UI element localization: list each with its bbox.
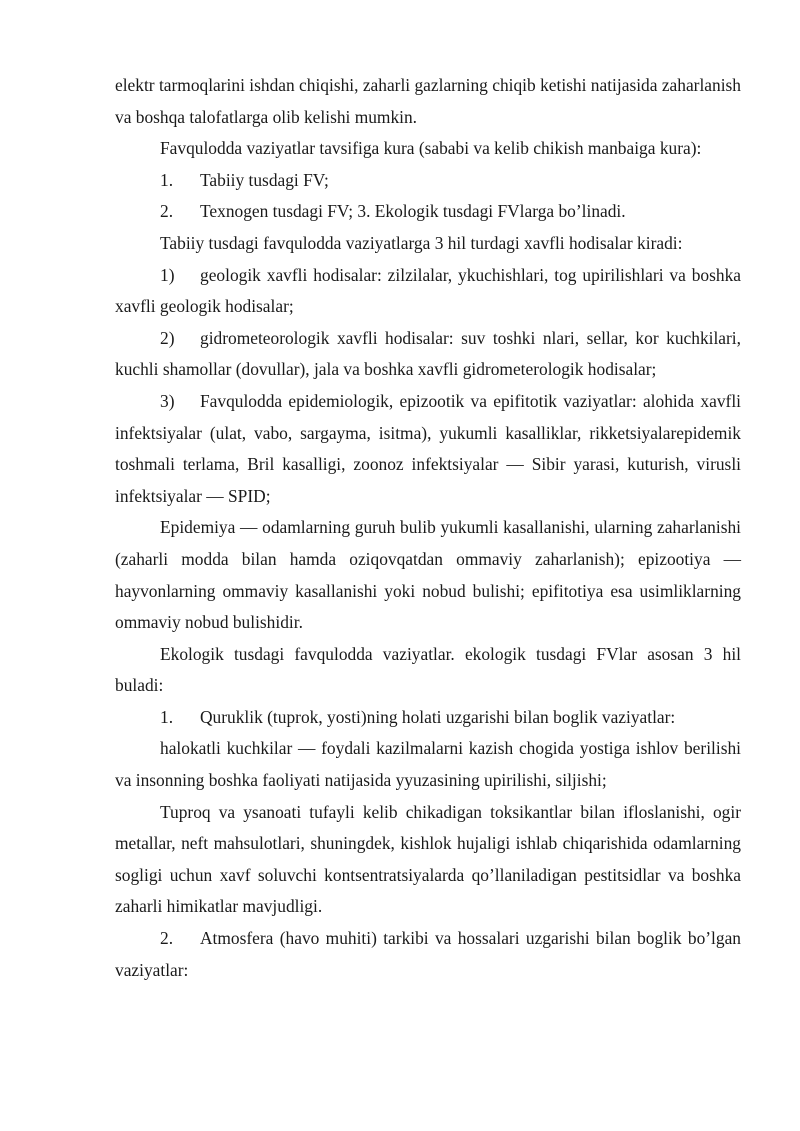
list-item-number: 1) <box>160 264 175 285</box>
list-item-text: Favqulodda epidemiologik, epizootik va epifitotik vaziyatlar: alohida xavfli infektsiyalar (ulat, vabo, sargayma, isitma), yukumli kasalliklar, rikketsiyalarepidemik toshmali terlama, Bril kasalligi, zoonoz infektsiyalar — Sibir yarasi, kuturish, virusli infektsiyalar — SPID; <box>115 390 741 506</box>
list-item-number: 2. <box>160 928 174 949</box>
list-item <box>115 260 741 323</box>
list-item-text: Texnogen tusdagi FV; 3. Ekologik tusdagi FVlarga bo’linadi. <box>200 201 626 222</box>
paragraph-epidemic-definition: Epidemiya — odamlarning guruh bulib yukumli kasallanishi, ularning zaharlanishi (zaharli modda bilan hamda oziqovqatdan ommaviy zaharlanish); epizootiya — hayvonlarning ommaviy kasallanishi yoki nobud bulishi; epifitotiya esa usimliklarning ommaviy nobud bulishidir. <box>115 517 741 633</box>
list-item-text: Tabiiy tusdagi FV; <box>200 169 329 190</box>
paragraph-landslides: halokatli kuchkilar — foydali kazilmalarni kazish chogida yostiga ishlov berilishi va insonning boshka faoliyati natijasida yyuzasining upirilishi, siljishi; <box>115 738 741 791</box>
list-item-text: geologik xavfli hodisalar: zilzilalar, ykuchishlari, tog upirilishlari va boshka xavfli geologik hodisalar; <box>115 264 741 317</box>
paragraph-natural-intro: Tabiiy tusdagi favqulodda vaziyatlarga 3 hil turdagi xavfli hodisalar kiradi: <box>160 232 683 253</box>
list-item-number: 3) <box>160 390 175 411</box>
list-item <box>115 702 741 734</box>
list-item-number: 2) <box>160 327 175 348</box>
list-item-text: Quruklik (tuprok, yosti)ning holati uzgarishi bilan boglik vaziyatlar: <box>200 706 676 727</box>
list-item-number: 1. <box>160 169 174 190</box>
list-item-number: 1. <box>160 706 174 727</box>
paragraph-continuation: elektr tarmoqlarini ishdan chiqishi, zaharli gazlarning chiqib ketishi natijasida zaharlanish va boshqa talofatlarga olib kelishi mumkin. <box>115 75 741 127</box>
list-item <box>115 165 741 197</box>
paragraph-ecological-intro: Ekologik tusdagi favqulodda vaziyatlar. ekologik tusdagi FVlar asosan 3 hil buladi: <box>115 643 741 696</box>
list-item <box>115 196 741 228</box>
document-page <box>115 70 741 986</box>
list-item-text: Atmosfera (havo muhiti) tarkibi va hossalari uzgarishi bilan boglik bo’lgan vaziyatlar: <box>115 928 741 980</box>
list-item-text: gidrometeorologik xavfli hodisalar: suv toshki nlari, sellar, kor kuchkilari, kuchli shamollar (dovullar), jala va boshka xavfli gidrometerologik hodisalar; <box>115 327 741 380</box>
paragraph-classification-intro: Favqulodda vaziyatlar tavsifiga kura (sababi va kelib chikish manbaiga kura): <box>160 138 702 159</box>
paragraph-soil-pollution: Tuproq va ysanoati tufayli kelib chikadigan toksikantlar bilan ifloslanishi, ogir metallar, neft mahsulotlari, shuningdek, kishlok hujaligi ishlab chiqarishida odamlarning sogligi uchun xavf soluvchi kontsentratsiyalarda qo’llaniladigan pestitsidlar va boshka zaharli himikatlar mavjudligi. <box>115 801 741 917</box>
list-item <box>115 386 741 512</box>
list-item <box>115 923 741 986</box>
list-item-number: 2. <box>160 201 174 222</box>
list-item <box>115 323 741 386</box>
